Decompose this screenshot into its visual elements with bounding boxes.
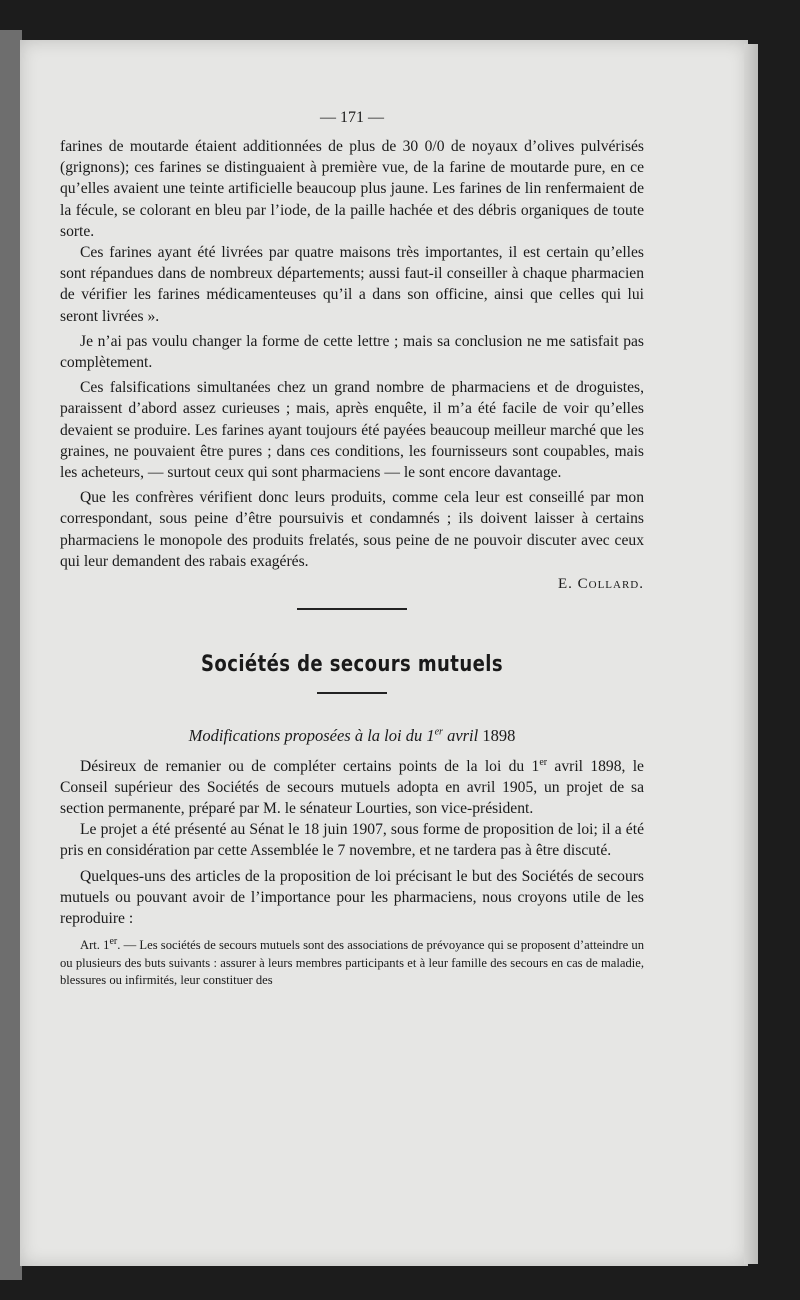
page-text [60,106,644,990]
section-paragraph-1-sup: er [539,756,548,768]
paragraph-2: Ces farines ayant été livrées par quatre maisons très importantes, il est certain qu’elles sont répandues dans de nombreux départements; aussi faut-il conseiller à chaque pharmacien de vérifier les farines médicamenteuses qu’il a dans son officine, ainsi que celles qui lui seront livrées ». [60,244,644,325]
subheading-text: Modifications proposées à la loi du 1 [188,725,435,745]
article-label: Art. 1 [80,938,110,953]
article-1 [60,937,644,990]
paragraph-3: Je n’ai pas voulu changer la forme de cette lettre ; mais sa conclusion ne me satisfait pas complètement. [60,332,644,372]
section-heading: Sociétés de secours mutuels [201,652,503,678]
section-paragraph-3: Quelques-uns des articles de la proposition de loi précisant le but des Sociétés de secours mutuels ou pouvant avoir de l’importance pour les pharmaciens, nous croyons utile de les reproduire : [60,867,644,927]
paragraph-4: Ces falsifications simultanées chez un grand nombre de pharmaciens et de droguistes, paraissent d’abord assez curieuses ; mais, après enquête, il m’a été facile de voir qu’elles devaient se produire. Les farines ayant toujours été payées beaucoup meilleur marché que les graines, ne pouvaient être pures ; dans ces conditions, les fournisseurs sont coupables, mais les acheteurs, — surtout ceux qui sont pharmaciens — le sont encore davantage. [60,379,644,482]
section-paragraph-1-start: Désireux de remanier ou de compléter certains points de la loi du 1 [80,757,540,775]
paragraph-5: Que les confrères vérifient donc leurs produits, comme cela leur est conseillé par mon correspondant, sous peine d’être poursuivis et condamnés ; ils doivent laisser à certains pharmaciens le monopole des produits frelatés, sous peine de ne pouvoir discuter avec ceux qui leur demandent des rabais exagérés. [60,489,644,570]
article-sup: er [109,936,118,947]
article-text: . — Les sociétés de secours mutuels sont des associations de prévoyance qui se proposent d’atteindre un ou plusieurs des buts suivants : assurer à leurs membres participants et à leur famille des secours en cas de maladie, blessures ou infirmités, leur constituer des [60,938,644,988]
left-page-edge [0,30,22,1280]
subheading [60,724,644,748]
section-paragraph-2: Le projet a été présenté au Sénat le 18 juin 1907, sous forme de proposition de loi; il a été pris en considération par cette Assemblée le 7 novembre, et ne tardera pas à être discuté. [60,821,644,860]
section-paragraph-1 [60,756,644,820]
subheading-sup: er [434,726,443,738]
paragraph-1: farines de moutarde étaient additionnées de plus de 30 0/0 de noyaux d’olives pulvérisés (grignons); ces farines se distinguaient à première vue, de la farine de moutarde pure, en ce qu’elles avaient une teinte artificielle beaucoup plus jaune. Les farines de lin renfermaient de la fécule, se colorant en bleu par l’iode, de la paille hachée et des débris organiques de toute sorte. [60,138,644,240]
heading-underline [317,692,387,694]
section-paragraph-1-end: avril 1898, le Conseil supérieur des Sociétés de secours mutuels adopta en avril 1905, un projet de sa section permanente, préparé par M. le sénateur Lourties, son vice-président. [60,757,644,817]
subheading-year: 1898 [482,725,516,745]
subheading-middle: avril [442,725,483,745]
divider-rule [297,608,407,610]
signature: E. Collard. [557,576,644,593]
page-fore-edge [744,44,758,1264]
page-number: — 171 — [320,109,384,126]
